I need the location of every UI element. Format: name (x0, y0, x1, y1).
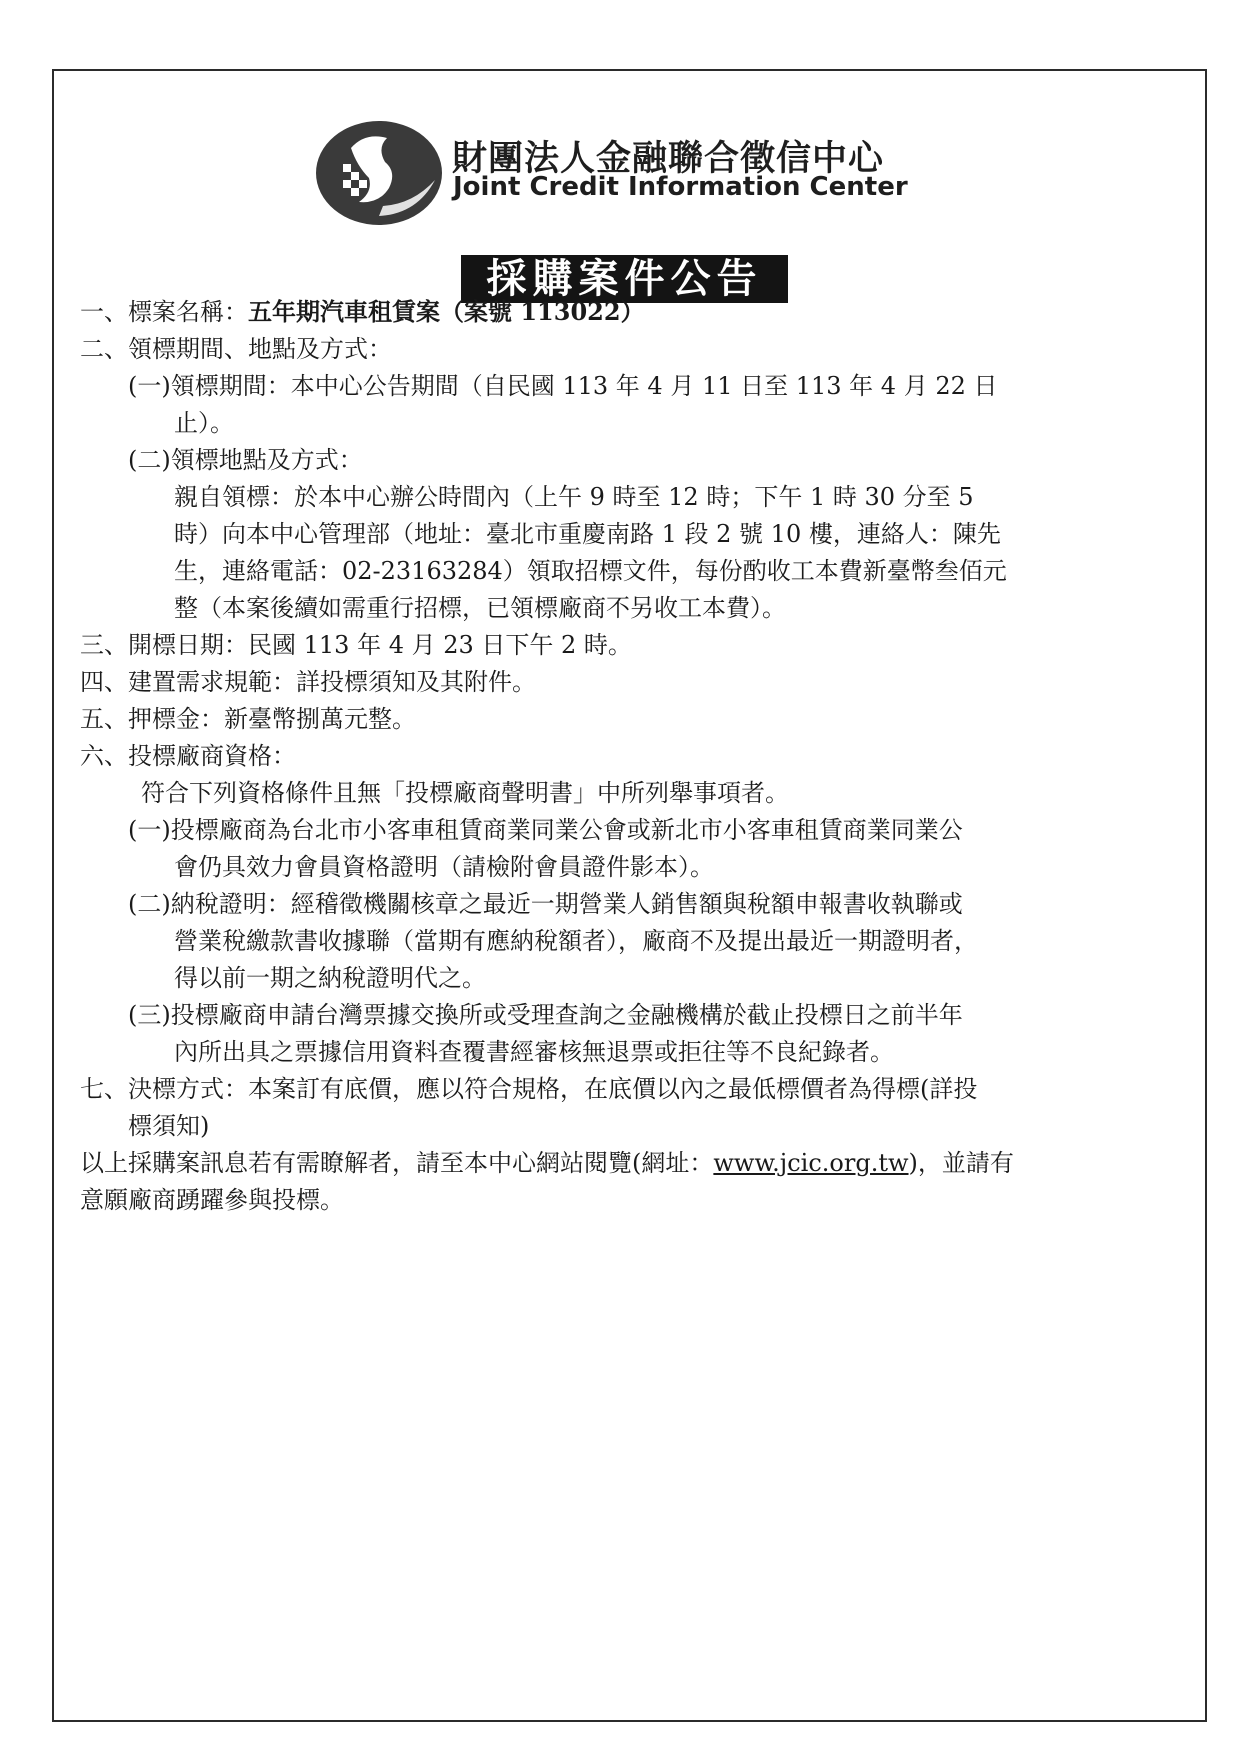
org-name-zh: 財團法人金融聯合徵信中心 (452, 139, 885, 179)
item-2-1-line-1: (一)領標期間：本中心公告期間（自民國 113 年 4 月 11 日至 113 年 4 月 22 日 (128, 372, 998, 400)
closing-text-before: 以上採購案訊息若有需瞭解者，請至本中心網站閱覽(網址： (80, 1149, 714, 1177)
item-2-2-line-1: 親自領標：於本中心辦公時間內（上午 9 時至 12 時；下午 1 時 30 分至 5 (174, 483, 974, 511)
item-6-3-line-1: (三)投標廠商申請台灣票據交換所或受理查詢之金融機構於截止投標日之前半年 (128, 1001, 963, 1029)
item-6-3-line-2: 內所出具之票據信用資料查覆書經審核無退票或拒往等不良紀錄者。 (174, 1038, 894, 1066)
item-6-1-line-1: (一)投標廠商為台北市小客車租賃商業同業公會或新北市小客車租賃商業同業公 (128, 816, 963, 844)
item-2-2-line-4: 整（本案後續如需重行招標，已領標廠商不另收工本費）。 (174, 594, 786, 622)
item-6-2-line-2: 營業稅繳款書收據聯（當期有應納稅額者），廠商不及提出最近一期證明者， (174, 927, 978, 955)
item-7-line-2: 標須知) (128, 1112, 210, 1140)
closing-line-1 (80, 1148, 1014, 1178)
closing-text-after: )，並請有 (908, 1149, 1014, 1177)
item-5: 五、押標金：新臺幣捌萬元整。 (80, 705, 416, 733)
item-2-1-line-2: 止）。 (174, 409, 234, 437)
item-2-2-heading: (二)領標地點及方式： (128, 446, 363, 474)
org-name-en: Joint Credit Information Center (453, 172, 908, 202)
item-7-line-1: 七、決標方式：本案訂有底價，應以符合規格，在底價以內之最低標價者為得標(詳投 (80, 1075, 978, 1103)
announcement-title: 採購案件公告 (461, 255, 788, 303)
item-4: 四、建置需求規範：詳投標須知及其附件。 (80, 668, 536, 696)
item-6-heading: 六、投標廠商資格： (80, 742, 296, 770)
item-2-2-line-3: 生，連絡電話：02-23163284）領取招標文件，每份酌收工本費新臺幣叁佰元 (174, 557, 1007, 585)
item-6-intro: 符合下列資格條件且無「投標廠商聲明書」中所列舉事項者。 (141, 779, 789, 807)
item-1 (80, 297, 645, 327)
item-2-heading: 二、領標期間、地點及方式： (80, 335, 392, 363)
item-2-2-line-2: 時）向本中心管理部（地址：臺北市重慶南路 1 段 2 號 10 樓，連絡人：陳先 (174, 520, 1001, 548)
closing-line-2: 意願廠商踴躍參與投標。 (80, 1186, 344, 1214)
item-6-2-line-1: (二)納稅證明：經稽徵機關核章之最近一期營業人銷售額與稅額申報書收執聯或 (128, 890, 963, 918)
item-6-2-line-3: 得以前一期之納稅證明代之。 (174, 964, 486, 992)
jcic-logo-icon (313, 118, 445, 228)
item-6-1-line-2: 會仍具效力會員資格證明（請檢附會員證件影本）。 (174, 853, 714, 881)
item-3: 三、開標日期：民國 113 年 4 月 23 日下午 2 時。 (80, 631, 632, 659)
item-1-label: 一、標案名稱： (80, 298, 248, 326)
item-1-value: 五年期汽車租賃案（案號 113022） (248, 297, 645, 326)
website-link[interactable]: www.jcic.org.tw (713, 1149, 909, 1177)
